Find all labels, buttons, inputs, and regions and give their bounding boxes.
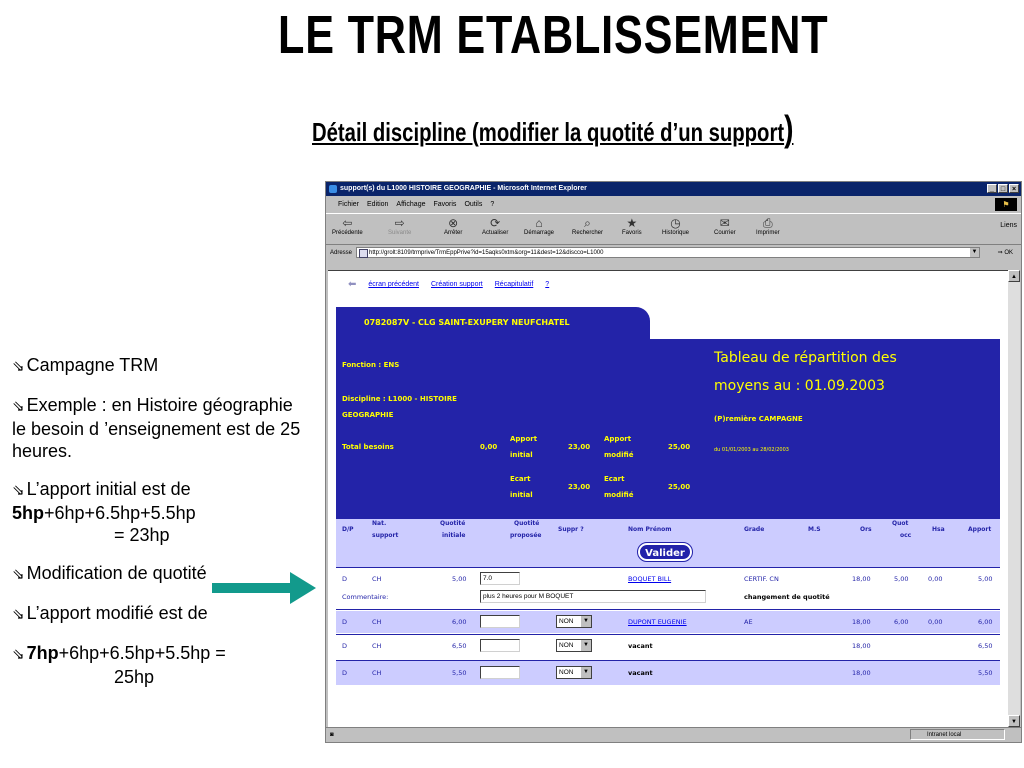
link-help[interactable]: ? [545, 281, 550, 288]
bullet-campagne [12, 354, 302, 378]
search-icon: ⌕ [584, 216, 591, 230]
col-dp: D/P [342, 526, 354, 533]
mail-icon: ✉ [719, 216, 730, 230]
cell-nom: vacant [628, 669, 653, 677]
discipline-line1: Discipline : L1000 - HISTOIRE [342, 395, 457, 403]
dropdown-arrow-icon: ▼ [581, 640, 591, 651]
menu-bar [326, 196, 1021, 214]
total-label: Total besoins [342, 443, 394, 451]
refresh-icon: ⟳ [490, 216, 501, 230]
forward-label: Suivante [388, 230, 412, 236]
back-arrow-icon[interactable]: ⬅ [348, 279, 357, 290]
apport-modifie-value: 25,00 [668, 443, 691, 451]
links-bar[interactable]: Liens [1000, 222, 1017, 229]
comment-note: changement de quotité [744, 593, 830, 601]
menu-tools[interactable]: Outils [464, 201, 483, 208]
address-value: http://grolt:8109/trmprive/TrmEppPrive?id=15aqks0xtm&org=11&dest=12&discco=L1000 [369, 250, 604, 256]
forward-arrow-icon: ⇨ [394, 216, 405, 230]
mail-label: Courrier [714, 230, 736, 236]
windows-logo-icon: ⚑ [995, 198, 1017, 211]
discipline-line2: GEOGRAPHIE [342, 411, 394, 419]
tableau-title-line2: moyens au : 01.09.2003 [714, 378, 885, 394]
apport-modifie-label2: modifié [604, 451, 634, 459]
bullet-arrow-icon: ⇘ [12, 358, 25, 375]
page-content [328, 270, 1009, 728]
cell-qi: 6,00 [452, 618, 467, 626]
cell-nom: vacant [628, 642, 653, 650]
go-button[interactable]: ⇒ OK [997, 250, 1013, 256]
suppr-value: NON [559, 669, 574, 676]
apport-initial-label2: initial [510, 451, 533, 459]
suppr-value: NON [559, 618, 574, 625]
zone-label: Intranet local [927, 732, 962, 738]
establishment-tab[interactable]: 0782087V - CLG SAINT-EXUPERY NEUFCHATEL [336, 307, 650, 339]
refresh-button[interactable] [482, 216, 508, 236]
cell-nat: CH [372, 575, 382, 583]
cell-qi: 5,50 [452, 669, 467, 677]
back-arrow-icon: ⇦ [342, 216, 353, 230]
col-ors: Ors [860, 526, 872, 533]
apport-initial-label1: Apport [510, 435, 538, 443]
quotite-input[interactable] [480, 639, 520, 652]
back-button[interactable] [332, 216, 363, 236]
apport-initial-value: 23,00 [568, 443, 591, 451]
col-qi-1: Quotité [440, 520, 466, 527]
ecart-modifie-label1: Ecart [604, 475, 625, 483]
bullet-text: L’apport initial est de [26, 479, 191, 499]
forward-button[interactable] [388, 216, 411, 236]
scroll-down-icon[interactable]: ▼ [1008, 715, 1020, 727]
col-qi-2: initiale [442, 532, 466, 539]
printer-icon: ⎙ [763, 216, 773, 230]
menu-help[interactable]: ? [490, 201, 495, 208]
window-title: support(s) du L1000 HISTOIRE GEOGRAPHIE - Microsoft Internet Explorer [340, 185, 587, 192]
browser-window [325, 181, 1022, 743]
bullet-arrow-icon: ⇘ [12, 606, 25, 623]
refresh-label: Actualiser [482, 230, 509, 236]
ecart-initial-value: 23,00 [568, 483, 591, 491]
col-grade: Grade [744, 526, 765, 533]
print-button[interactable] [756, 216, 780, 236]
fonction: Fonction : ENS [342, 361, 400, 369]
address-label: Adresse [330, 250, 353, 256]
periode-label: du 01/01/2003 au 28/02/2003 [714, 447, 789, 453]
col-nat-1: Nat. [372, 520, 387, 527]
bullet-text: +6hp+6.5hp+5.5hp = [58, 643, 226, 663]
cell-dp: D [342, 575, 348, 583]
cell-nom-link[interactable]: DUPONT EUGENIE [628, 618, 687, 626]
cell-quot: 6,00 [894, 618, 909, 626]
stop-button[interactable] [444, 216, 462, 236]
minimize-button[interactable]: _ [987, 184, 997, 193]
table-row [336, 661, 1000, 685]
ecart-initial-label2: initial [510, 491, 533, 499]
bullet-text: Modification de quotité [26, 563, 207, 583]
toolbar [326, 214, 1021, 245]
print-label: Imprimer [756, 230, 780, 236]
close-button[interactable]: × [1009, 184, 1019, 193]
cell-ors: 18,00 [852, 618, 871, 626]
favorites-icon: ★ [626, 216, 638, 230]
col-quot-1: Quot [892, 520, 909, 527]
col-quot-2: occ [900, 532, 912, 539]
link-summary[interactable]: Récapitulatif [494, 281, 534, 288]
cell-nat: CH [372, 669, 382, 677]
cell-ors: 18,00 [852, 642, 871, 650]
subtitle-text: Détail discipline (modifier la quotité d’un support [312, 117, 785, 147]
mail-button[interactable] [714, 216, 736, 236]
cell-qi: 6,50 [452, 642, 467, 650]
campagne-label: (P)remière CAMPAGNE [714, 415, 803, 423]
ecart-modifie-label2: modifié [604, 491, 634, 499]
bullet-arrow-icon: ⇘ [12, 566, 25, 583]
col-suppr: Suppr ? [558, 526, 584, 533]
bullet-text: Campagne TRM [26, 355, 159, 375]
cell-grade: CERTIF. CN [744, 575, 779, 583]
summary-panel [336, 339, 1000, 519]
home-button[interactable] [524, 216, 554, 236]
comment-label: Commentaire: [342, 593, 389, 601]
col-qp-1: Quotité [514, 520, 540, 527]
col-ms: M.S [808, 526, 821, 533]
bullet-result: = 23hp [114, 525, 170, 545]
dropdown-arrow-icon: ▼ [581, 616, 591, 627]
bullet-arrow-icon: ⇘ [12, 398, 25, 415]
row-separator [336, 567, 1000, 568]
pointer-arrow-icon [212, 572, 316, 604]
comment-input[interactable]: plus 2 heures pour M BOQUET [480, 590, 706, 603]
cell-apport: 6,50 [978, 642, 993, 650]
total-value: 0,00 [480, 443, 498, 451]
zone-status [910, 729, 1005, 740]
bullet-text: L’apport modifié est de [26, 603, 208, 623]
back-label: Précédente [332, 230, 363, 236]
history-button[interactable] [662, 216, 689, 236]
window-controls [987, 184, 1019, 193]
address-bar [326, 245, 1021, 261]
maximize-button[interactable]: □ [998, 184, 1008, 193]
bullet-text: Exemple : en Histoire géographie le besoin d ’enseignement est de 25 heures. [12, 395, 301, 461]
cell-apport: 5,50 [978, 669, 993, 677]
apport-modifie-label1: Apport [604, 435, 632, 443]
quotite-input[interactable] [480, 666, 520, 679]
table-row [336, 611, 1000, 633]
table-header [336, 519, 1000, 567]
bullet-apport-initial [12, 478, 302, 546]
col-nat-2: support [372, 532, 399, 539]
page-status-icon: ◙ [330, 732, 334, 738]
bullet-total [12, 642, 302, 688]
suppr-select[interactable] [556, 615, 592, 628]
ecart-initial-label1: Ecart [510, 475, 531, 483]
bullet-exemple [12, 394, 302, 462]
ie-logo-icon [329, 185, 337, 193]
scroll-up-icon[interactable]: ▲ [1008, 270, 1020, 282]
dropdown-arrow-icon: ▼ [581, 667, 591, 678]
menu-view[interactable]: Affichage [396, 201, 426, 208]
history-label: Historique [662, 230, 690, 236]
cell-ors: 18,00 [852, 575, 871, 583]
valider-button[interactable]: Valider [638, 543, 692, 561]
search-button[interactable] [572, 216, 603, 236]
bullet-arrow-icon: ⇘ [12, 646, 25, 663]
cell-quot: 5,00 [894, 575, 909, 583]
home-icon: ⌂ [535, 216, 543, 230]
cell-qi: 5,00 [452, 575, 467, 583]
page-links [348, 279, 549, 290]
search-label: Rechercher [572, 230, 604, 236]
cell-nat: CH [372, 642, 382, 650]
suppr-select[interactable] [556, 639, 592, 652]
vertical-scrollbar[interactable] [1008, 270, 1020, 727]
page-icon [359, 249, 368, 258]
favorites-label: Favoris [622, 230, 642, 236]
go-label: OK [1004, 250, 1013, 256]
quotite-input[interactable] [480, 615, 520, 628]
slide-title: LE TRM ETABLISSEMENT [278, 5, 829, 65]
suppr-value: NON [559, 642, 574, 649]
cell-nom-link[interactable]: BOQUET BILL [628, 575, 672, 583]
favorites-button[interactable] [622, 216, 642, 236]
window-titlebar [326, 182, 1021, 196]
col-apport: Apport [968, 526, 992, 533]
cell-apport: 5,00 [978, 575, 993, 583]
row-separator [336, 609, 1000, 610]
history-icon: ◷ [670, 216, 681, 230]
cell-ors: 18,00 [852, 669, 871, 677]
stop-icon: ⊗ [448, 216, 459, 230]
bullet-text: +6hp+6.5hp+5.5hp [44, 503, 196, 523]
menu-file[interactable]: Fichier [338, 201, 360, 208]
col-nom: Nom Prénom [628, 526, 672, 533]
bullet-result: 25hp [114, 667, 155, 687]
menu-favorites[interactable]: Favoris [433, 201, 457, 208]
table-row [336, 635, 1000, 659]
table-row [336, 569, 1000, 607]
bullet-bold: 7hp [26, 643, 59, 663]
bullet-apport-modifie [12, 602, 302, 626]
bullet-bold: 5hp [12, 503, 45, 523]
address-input[interactable] [356, 247, 980, 258]
status-bar [326, 727, 1021, 742]
cell-dp: D [342, 618, 348, 626]
cell-apport: 6,00 [978, 618, 993, 626]
col-hsa: Hsa [932, 526, 945, 533]
subtitle-paren: ) [784, 108, 794, 149]
ecart-modifie-value: 25,00 [668, 483, 691, 491]
slide-subtitle [312, 108, 794, 149]
col-qp-2: proposée [510, 532, 542, 539]
bullet-arrow-icon: ⇘ [12, 482, 25, 499]
cell-dp: D [342, 669, 348, 677]
stop-label: Arrêter [444, 230, 463, 236]
cell-grade: AE [744, 618, 753, 626]
link-create-support[interactable]: Création support [430, 281, 483, 288]
bullet-list [12, 354, 302, 704]
cell-hsa: 0,00 [928, 618, 943, 626]
link-previous-screen[interactable]: écran précédent [368, 281, 419, 288]
address-dropdown-icon[interactable]: ▼ [971, 249, 978, 255]
cell-hsa: 0,00 [928, 575, 943, 583]
tableau-title-line1: Tableau de répartition des [714, 350, 897, 366]
home-label: Démarrage [524, 230, 555, 236]
cell-dp: D [342, 642, 348, 650]
menu-edit[interactable]: Edition [367, 201, 389, 208]
cell-nat: CH [372, 618, 382, 626]
suppr-select[interactable] [556, 666, 592, 679]
quotite-input[interactable]: 7.0 [480, 572, 520, 585]
